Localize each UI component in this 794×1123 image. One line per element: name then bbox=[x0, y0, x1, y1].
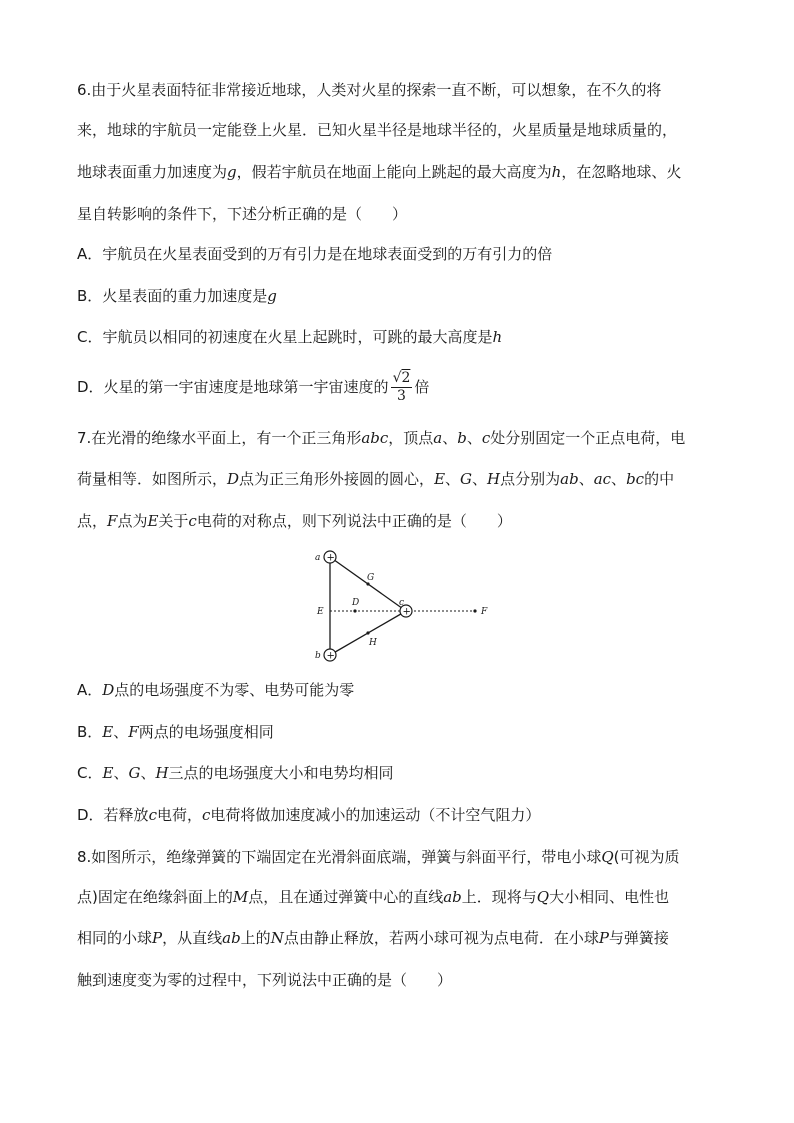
sqrt2-over-3-fraction: $\frac{√2}{3}$ bbox=[392, 370, 411, 404]
q8-stem-line-1: 8.如图所示，绝缘弹簧的下端固定在光滑斜面底端，弹簧与斜面平行，带电小球Q(可视为质 bbox=[77, 848, 680, 866]
point-h bbox=[366, 631, 369, 634]
q6-option-d: D．火星的第一宇宙速度是地球第一宇宙速度的 $\frac{√2}{3}$ 倍 bbox=[77, 370, 430, 404]
q6-option-a: A．宇航员在火星表面受到的万有引力是在地球表面受到的万有引力的倍 bbox=[77, 245, 553, 263]
q7-option-b: B．E、F两点的电场强度相同 bbox=[77, 723, 274, 741]
q7-stem-line-1: 7.在光滑的绝缘水平面上，有一个正三角形abc，顶点a、b、c处分别固定一个正点电荷，电 bbox=[77, 429, 686, 447]
q6-stem-line-4: 星自转影响的条件下，下述分析正确的是（ ） bbox=[77, 205, 408, 223]
q8-stem-line-2: 点)固定在绝缘斜面上的M点，且在通过弹簧中心的直线ab上．现将与Q大小相同、电性也 bbox=[77, 888, 670, 906]
label-h: H bbox=[369, 638, 377, 648]
q6-option-c: C．宇航员以相同的初速度在火星上起跳时，可跳的最大高度是h bbox=[77, 328, 503, 346]
label-d: D bbox=[352, 598, 360, 608]
q6-stem-line-1: 6.由于火星表面特征非常接近地球，人类对火星的探索一直不断，可以想象，在不久的将 bbox=[77, 81, 662, 99]
q6-option-b: B．火星表面的重力加速度是g bbox=[77, 287, 277, 305]
label-b: b bbox=[315, 651, 321, 661]
q6-stem-line-2: 来，地球的宇航员一定能登上火星．已知火星半径是地球半径的，火星质量是地球质量的， bbox=[77, 121, 678, 139]
plus-sign-c: + bbox=[402, 606, 411, 618]
label-a: a bbox=[315, 553, 321, 563]
q8-stem-line-3: 相同的小球P，从直线ab上的N点由静止释放，若两小球可视为点电荷．在小球P与弹簧接 bbox=[77, 929, 669, 947]
q6-stem-line-3: 地球表面重力加速度为g，假若宇航员在地面上能向上跳起的最大高度为h，在忽略地球、火 bbox=[77, 163, 682, 181]
q7-option-c: C．E、G、H三点的电场强度大小和电势均相同 bbox=[77, 764, 394, 782]
label-f: F bbox=[481, 607, 488, 617]
q7-stem-line-3: 点，F点为E关于c电荷的对称点，则下列说法中正确的是（ ） bbox=[77, 512, 512, 530]
q7-option-a: A．D点的电场强度不为零、电势可能为零 bbox=[77, 681, 355, 699]
q7-stem-line-2: 荷量相等．如图所示，D点为正三角形外接圆的圆心，E、G、H点分别为ab、ac、bc的中 bbox=[77, 470, 675, 488]
plus-sign-b: + bbox=[326, 650, 335, 662]
label-c: c bbox=[399, 598, 405, 608]
label-e: E bbox=[317, 607, 324, 617]
q8-stem-line-4: 触到速度变为零的过程中，下列说法中正确的是（ ） bbox=[77, 971, 453, 989]
plus-sign-a: + bbox=[326, 552, 335, 564]
point-f bbox=[473, 609, 476, 612]
q7-option-d: D．若释放c电荷，c电荷将做加速度减小的加速运动（不计空气阻力） bbox=[77, 806, 541, 824]
label-g: G bbox=[367, 573, 375, 583]
point-d bbox=[353, 609, 356, 612]
q7-triangle-figure bbox=[305, 543, 500, 668]
